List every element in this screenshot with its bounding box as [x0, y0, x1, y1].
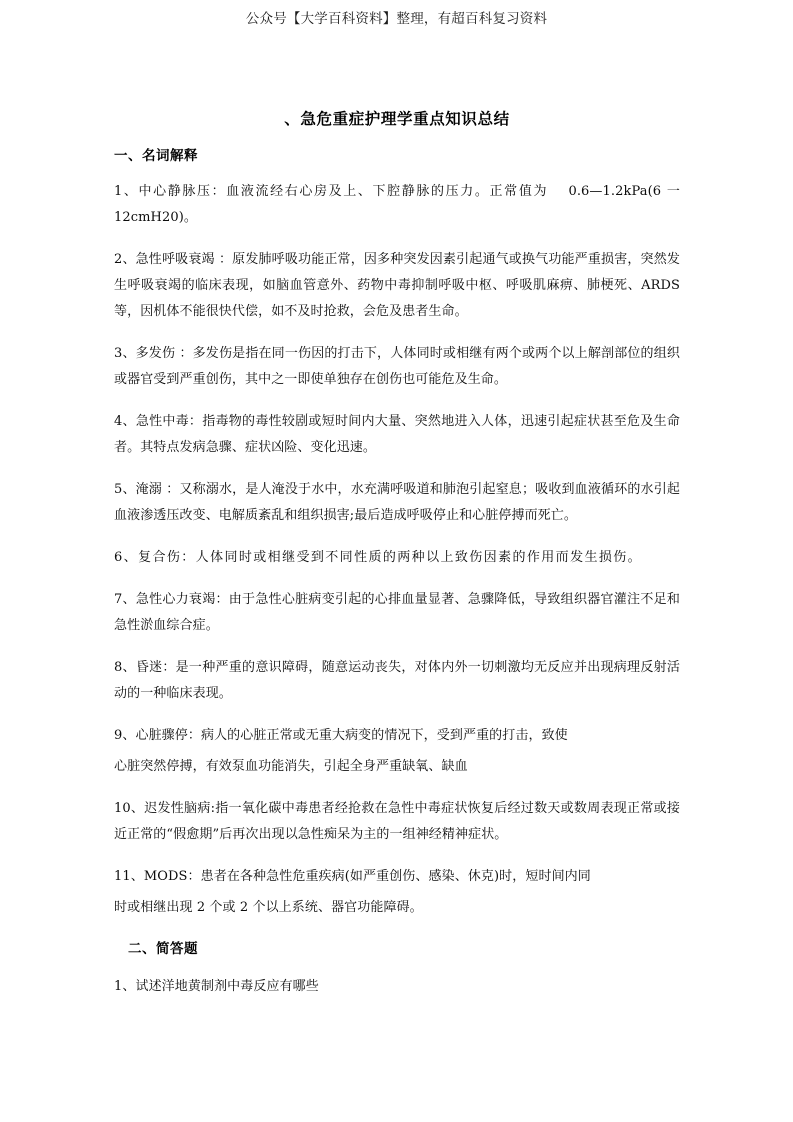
page-title: 、急危重症护理学重点知识总结	[284, 110, 510, 128]
term-item-3: 3、多发伤 ：多发伤是指在同一伤因的打击下，人体同时或相继有两个或两个以上解剖部位的组织或器官受到严重创伤，其中之一即使单独存在创伤也可能危及生命。	[114, 346, 680, 387]
term-item-8: 8、昏迷：是一种严重的意识障碍，随意运动丧失，对体内外一切刺激均无反应并出现病理反射活动的一种临床表现。	[114, 660, 680, 701]
short-answer-item-1: 1、试述洋地黄制剂中毒反应有哪些	[114, 979, 319, 994]
term-item-6: 6、复合伤：人体同时或相继受到不同性质的两种以上致伤因素的作用而发生损伤。	[114, 550, 643, 565]
section-heading-short-answer: 二、简答题	[128, 941, 198, 957]
term-item-9-cont: 心脏突然停搏，有效泵血功能消失，引起全身严重缺氧、缺血	[114, 759, 468, 774]
term-item-5: 5、淹溺 ：又称溺水，是人淹没于水中，水充满呼吸道和肺泡引起窒息；吸收到血液循环的水引起血液渗透压改变、电解质紊乱和组织损害;最后造成呼吸停止和心脏停搏而死亡。	[114, 482, 680, 523]
term-item-11: 11、MODS：患者在各种急性危重疾病(如严重创伤、感染、休克)时，短时间内同	[114, 869, 591, 884]
document-body	[114, 108, 680, 1000]
term-item-2: 2、急性呼吸衰竭 ：原发肺呼吸功能正常，因多种突发因素引起通气或换气功能严重损害，突然发生呼吸衰竭的临床表现，如脑血管意外、药物中毒抑制呼吸中枢、呼吸肌麻痹、肺梗死、ARDS 等，因机体不能很快代偿，如不及时抢救，会危及患者生命。	[114, 252, 680, 319]
page-watermark-header: 公众号【大学百科资料】整理，有超百科复习资料	[245, 11, 548, 27]
section-heading-terms: 一、名词解释	[114, 148, 198, 164]
term-item-10: 10、迟发性脑病:指一氧化碳中毒患者经抢救在急性中毒症状恢复后经过数天或数周表现正常或接近正常的“假愈期”后再次出现以急性痴呆为主的一组神经精神症状。	[114, 801, 680, 842]
term-item-4: 4、急性中毒：指毒物的毒性较剧或短时间内大量、突然地进入人体，迅速引起症状甚至危及生命者。其特点发病急骤、症状凶险、变化迅速。	[114, 414, 680, 455]
term-item-11-cont: 时或相继出现 2 个或 2 个以上系统、器官功能障碍。	[114, 900, 423, 915]
term-item-1: 1、中心静脉压：血液流经右心房及上、下腔静脉的压力。正常值为 0.6—1.2kPa(6 一12cmH20)。	[114, 184, 680, 225]
term-item-7: 7、急性心力衰竭：由于急性心脏病变引起的心排血量显著、急骤降低，导致组织器官灌注不足和急性淤血综合症。	[114, 592, 680, 633]
term-item-9: 9、心脏骤停：病人的心脏正常或无重大病变的情况下，受到严重的打击，致使	[114, 728, 568, 743]
